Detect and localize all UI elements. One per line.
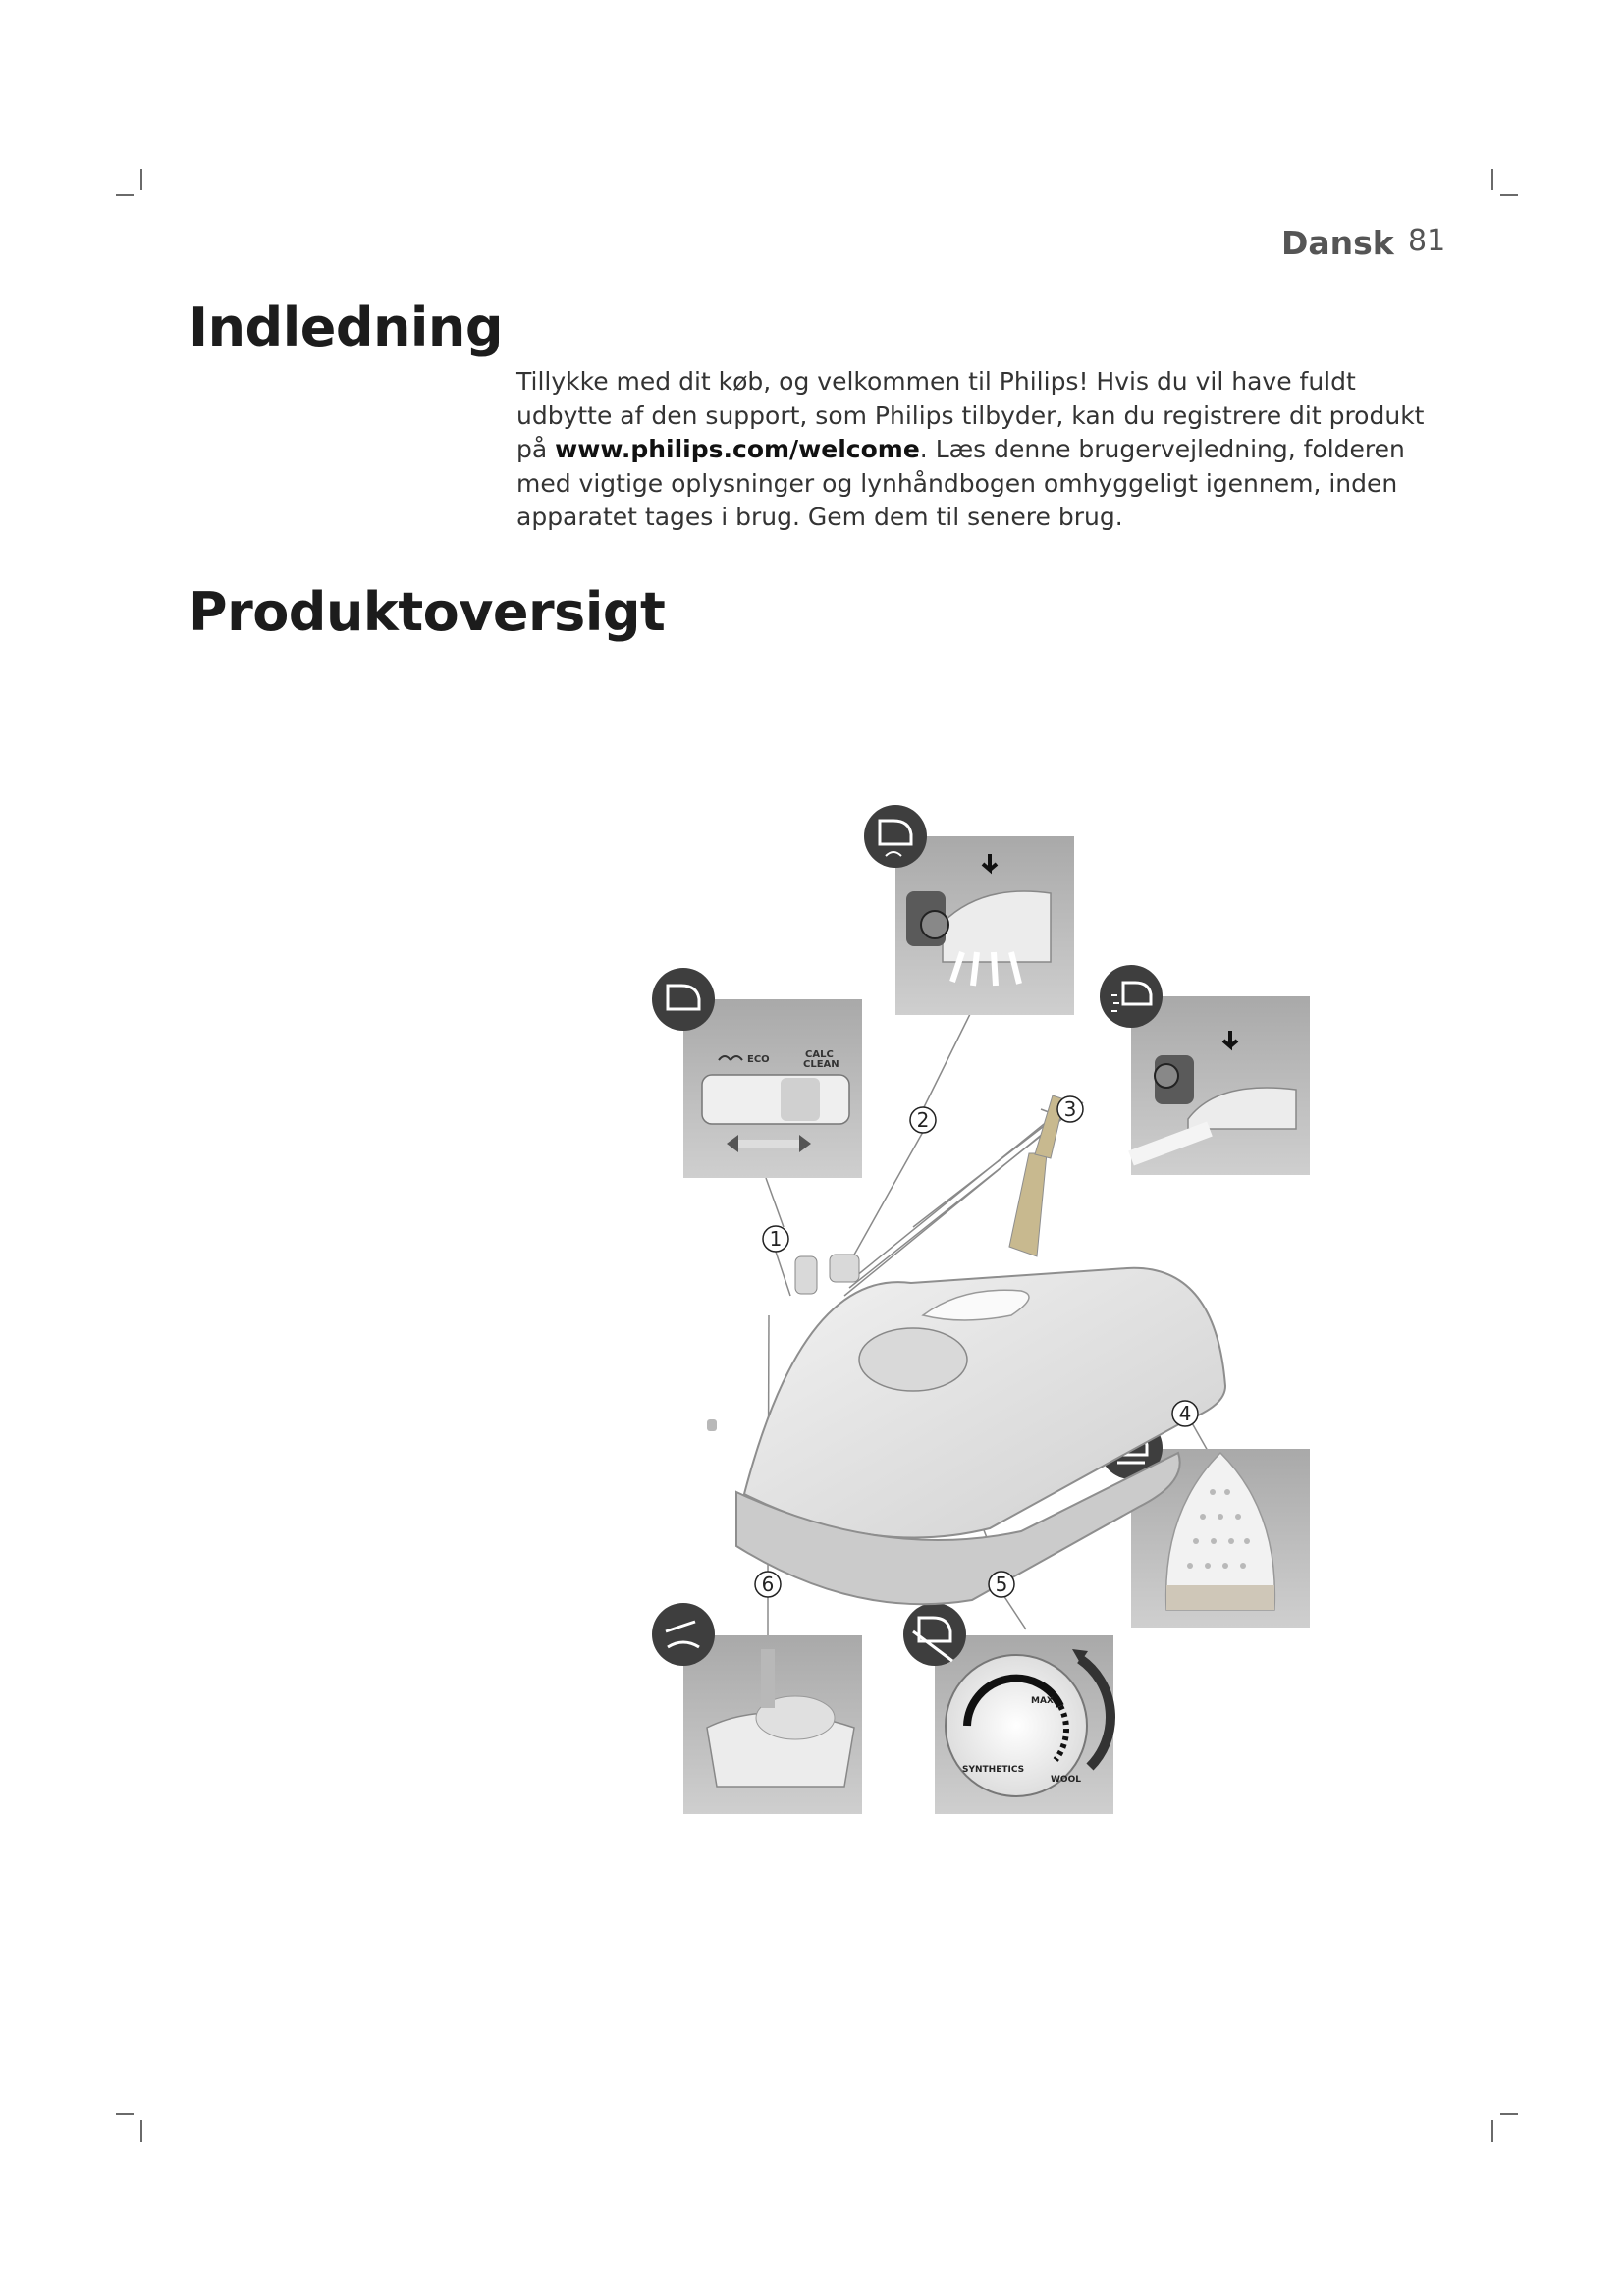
callout-4-label: 4: [1178, 1402, 1192, 1425]
temperature-icon: [903, 1603, 966, 1666]
welcome-link[interactable]: www.philips.com/welcome: [555, 435, 920, 463]
callout-4: [1172, 1401, 1198, 1426]
eco-label: ECO: [747, 1054, 770, 1065]
header-language: Dansk: [1281, 224, 1394, 262]
crop-mark-bottom-left-h: [116, 2113, 134, 2115]
panel-water-inlet: [683, 1635, 862, 1814]
crop-mark-bottom-right-h: [1500, 2113, 1518, 2115]
intro-text-end: . Læs denne brugervejledning, folderen med vigtige oplysninger og lynhåndbogen omhyggeligt igennem, inden apparatet tages i brug. Gem dem til senere brug.: [516, 435, 1405, 531]
crop-mark-bottom-right-v: [1491, 2120, 1493, 2142]
panel-spray: [1131, 996, 1310, 1175]
callout-3: [1057, 1096, 1083, 1122]
product-overview-illustration: [628, 785, 1335, 1826]
callout-6: [755, 1572, 781, 1597]
steam-icon: [652, 968, 715, 1031]
callout-5-label: 5: [995, 1573, 1008, 1596]
dial-wool-label: WOOL: [1051, 1775, 1081, 1785]
callout-3-label: 3: [1063, 1097, 1077, 1121]
water-fill-icon: [652, 1603, 715, 1666]
callout-6-label: 6: [761, 1573, 775, 1596]
page-number: 81: [1408, 224, 1446, 258]
crop-mark-top-left-v: [140, 169, 142, 190]
crop-mark-bottom-left-v: [140, 2120, 142, 2142]
steam-boost-icon: [864, 805, 927, 868]
crop-mark-top-left-h: [116, 194, 134, 196]
callout-5: [989, 1572, 1014, 1597]
panel-temperature-dial: [935, 1635, 1113, 1814]
section-title-introduction: Indledning: [189, 296, 504, 358]
intro-text-start: Tillykke med dit køb, og velkommen til Philips! Hvis du vil have fuldt udbytte af den support, som Philips tilbyder, kan du registrere dit produkt på: [516, 367, 1425, 463]
crop-mark-top-right-v: [1491, 169, 1493, 190]
callout-1-label: 1: [769, 1227, 783, 1251]
spray-icon: [1100, 965, 1163, 1028]
panel-steam-selector: [683, 999, 862, 1178]
callout-2-label: 2: [916, 1108, 930, 1132]
dial-max-label: MAX: [1031, 1696, 1054, 1706]
intro-paragraph: [516, 365, 1430, 535]
section-title-product-overview: Produktoversigt: [189, 581, 666, 643]
callout-1: [763, 1226, 788, 1252]
callout-2: [910, 1107, 936, 1133]
dial-synthetics-label: SYNTHETICS: [962, 1765, 1025, 1775]
crop-mark-top-right-h: [1500, 194, 1518, 196]
clean-label: CLEAN: [803, 1059, 839, 1070]
panel-steam-boost: [895, 836, 1074, 1015]
calc-label: CALC: [805, 1049, 834, 1060]
